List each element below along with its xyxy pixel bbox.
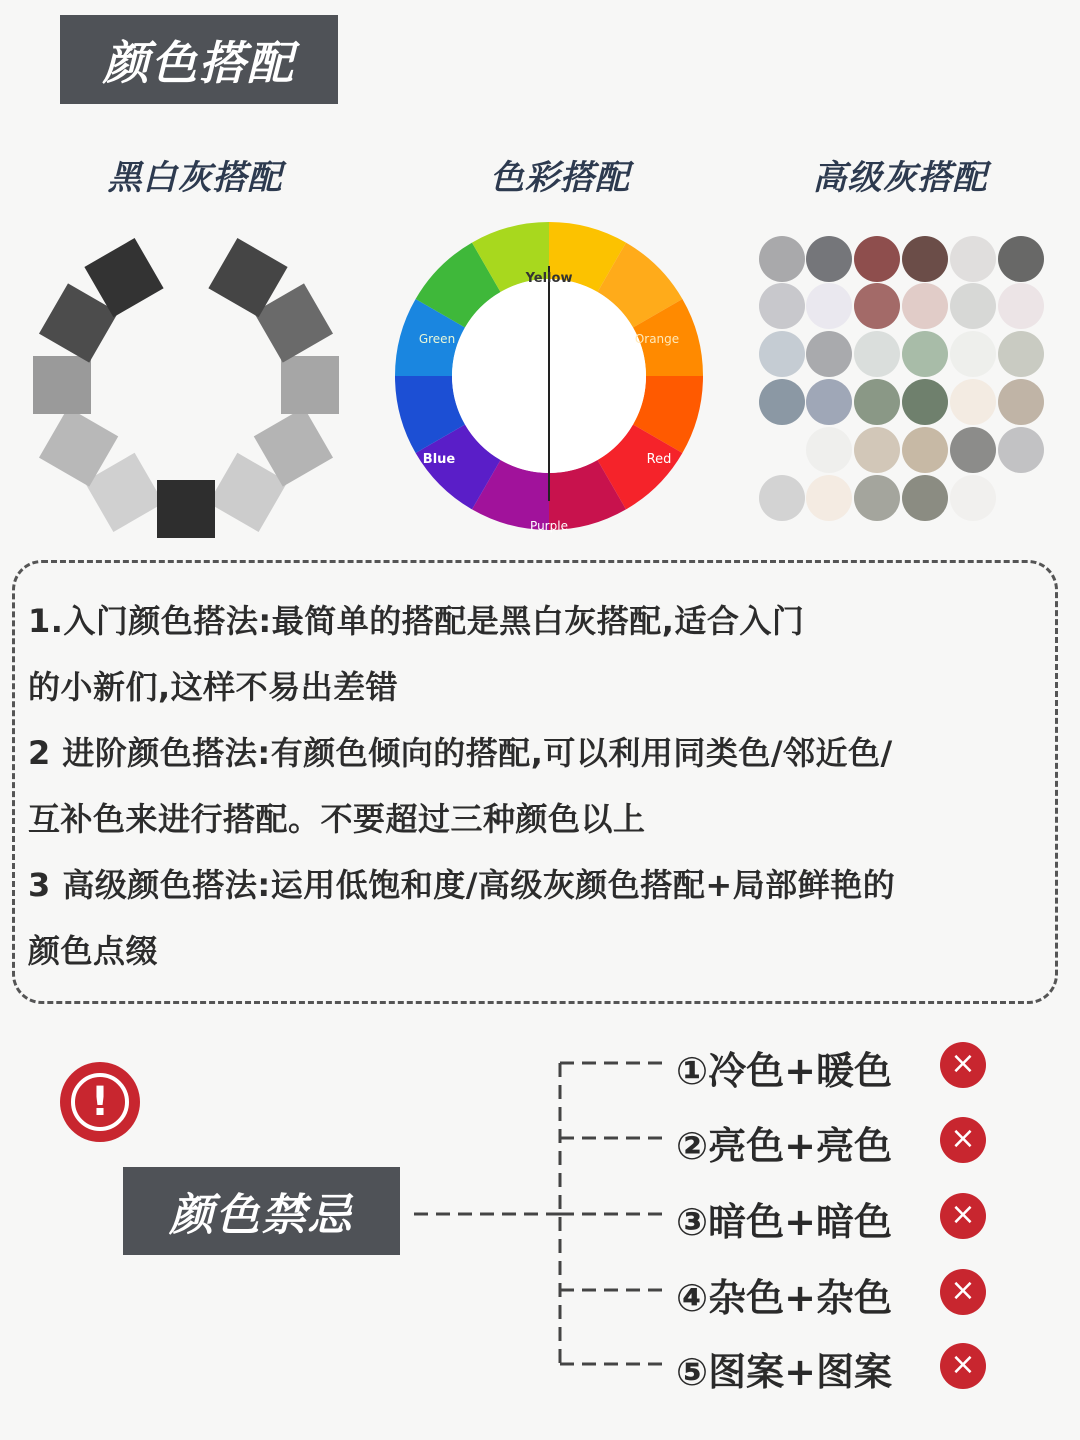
wheel-label-yellow: Yellow — [525, 271, 573, 286]
wheel-label-purple: Purple — [530, 519, 568, 533]
page-title: 颜色搭配 — [60, 15, 338, 104]
taboo-item-4: ④杂色+杂色 — [676, 1276, 893, 1320]
close-icon: × — [940, 1117, 986, 1163]
taboo-item-5: ⑤图案+图案 — [676, 1350, 893, 1394]
wheel-label-red: Red — [646, 452, 672, 467]
taboo-title: 颜色禁忌 — [123, 1167, 400, 1255]
close-icon: × — [940, 1042, 986, 1088]
close-icon: × — [940, 1343, 986, 1389]
taboo-item-1: ①冷色+暖色 — [676, 1049, 893, 1093]
wheel-label-green: Green — [418, 332, 456, 346]
exclamation-icon: ! — [60, 1062, 140, 1142]
column-title-bw: 黑白灰搭配 — [107, 158, 283, 198]
tip-line-4: 互补色来进行搭配。不要超过三种颜色以上 — [28, 800, 646, 838]
tip-line-3: 2 进阶颜色搭法:有颜色倾向的搭配,可以利用同类色/邻近色/ — [28, 734, 893, 772]
tip-line-5: 3 高级颜色搭法:运用低饱和度/高级灰颜色搭配+局部鲜艳的 — [28, 866, 896, 904]
wheel-label-blue: Blue — [422, 452, 456, 467]
tip-line-2: 的小新们,这样不易出差错 — [28, 668, 399, 706]
close-icon: × — [940, 1269, 986, 1315]
taboo-item-2: ②亮色+亮色 — [676, 1124, 893, 1168]
close-icon: × — [940, 1193, 986, 1239]
tip-line-6: 颜色点缀 — [28, 932, 159, 970]
tip-line-1: 1.入门颜色搭法:最简单的搭配是黑白灰搭配,适合入门 — [28, 602, 805, 640]
wheel-label-orange: Orange — [634, 332, 680, 346]
column-title-color: 色彩搭配 — [490, 158, 630, 198]
taboo-item-3: ③暗色+暗色 — [676, 1200, 893, 1244]
column-title-gray: 高级灰搭配 — [812, 158, 988, 198]
